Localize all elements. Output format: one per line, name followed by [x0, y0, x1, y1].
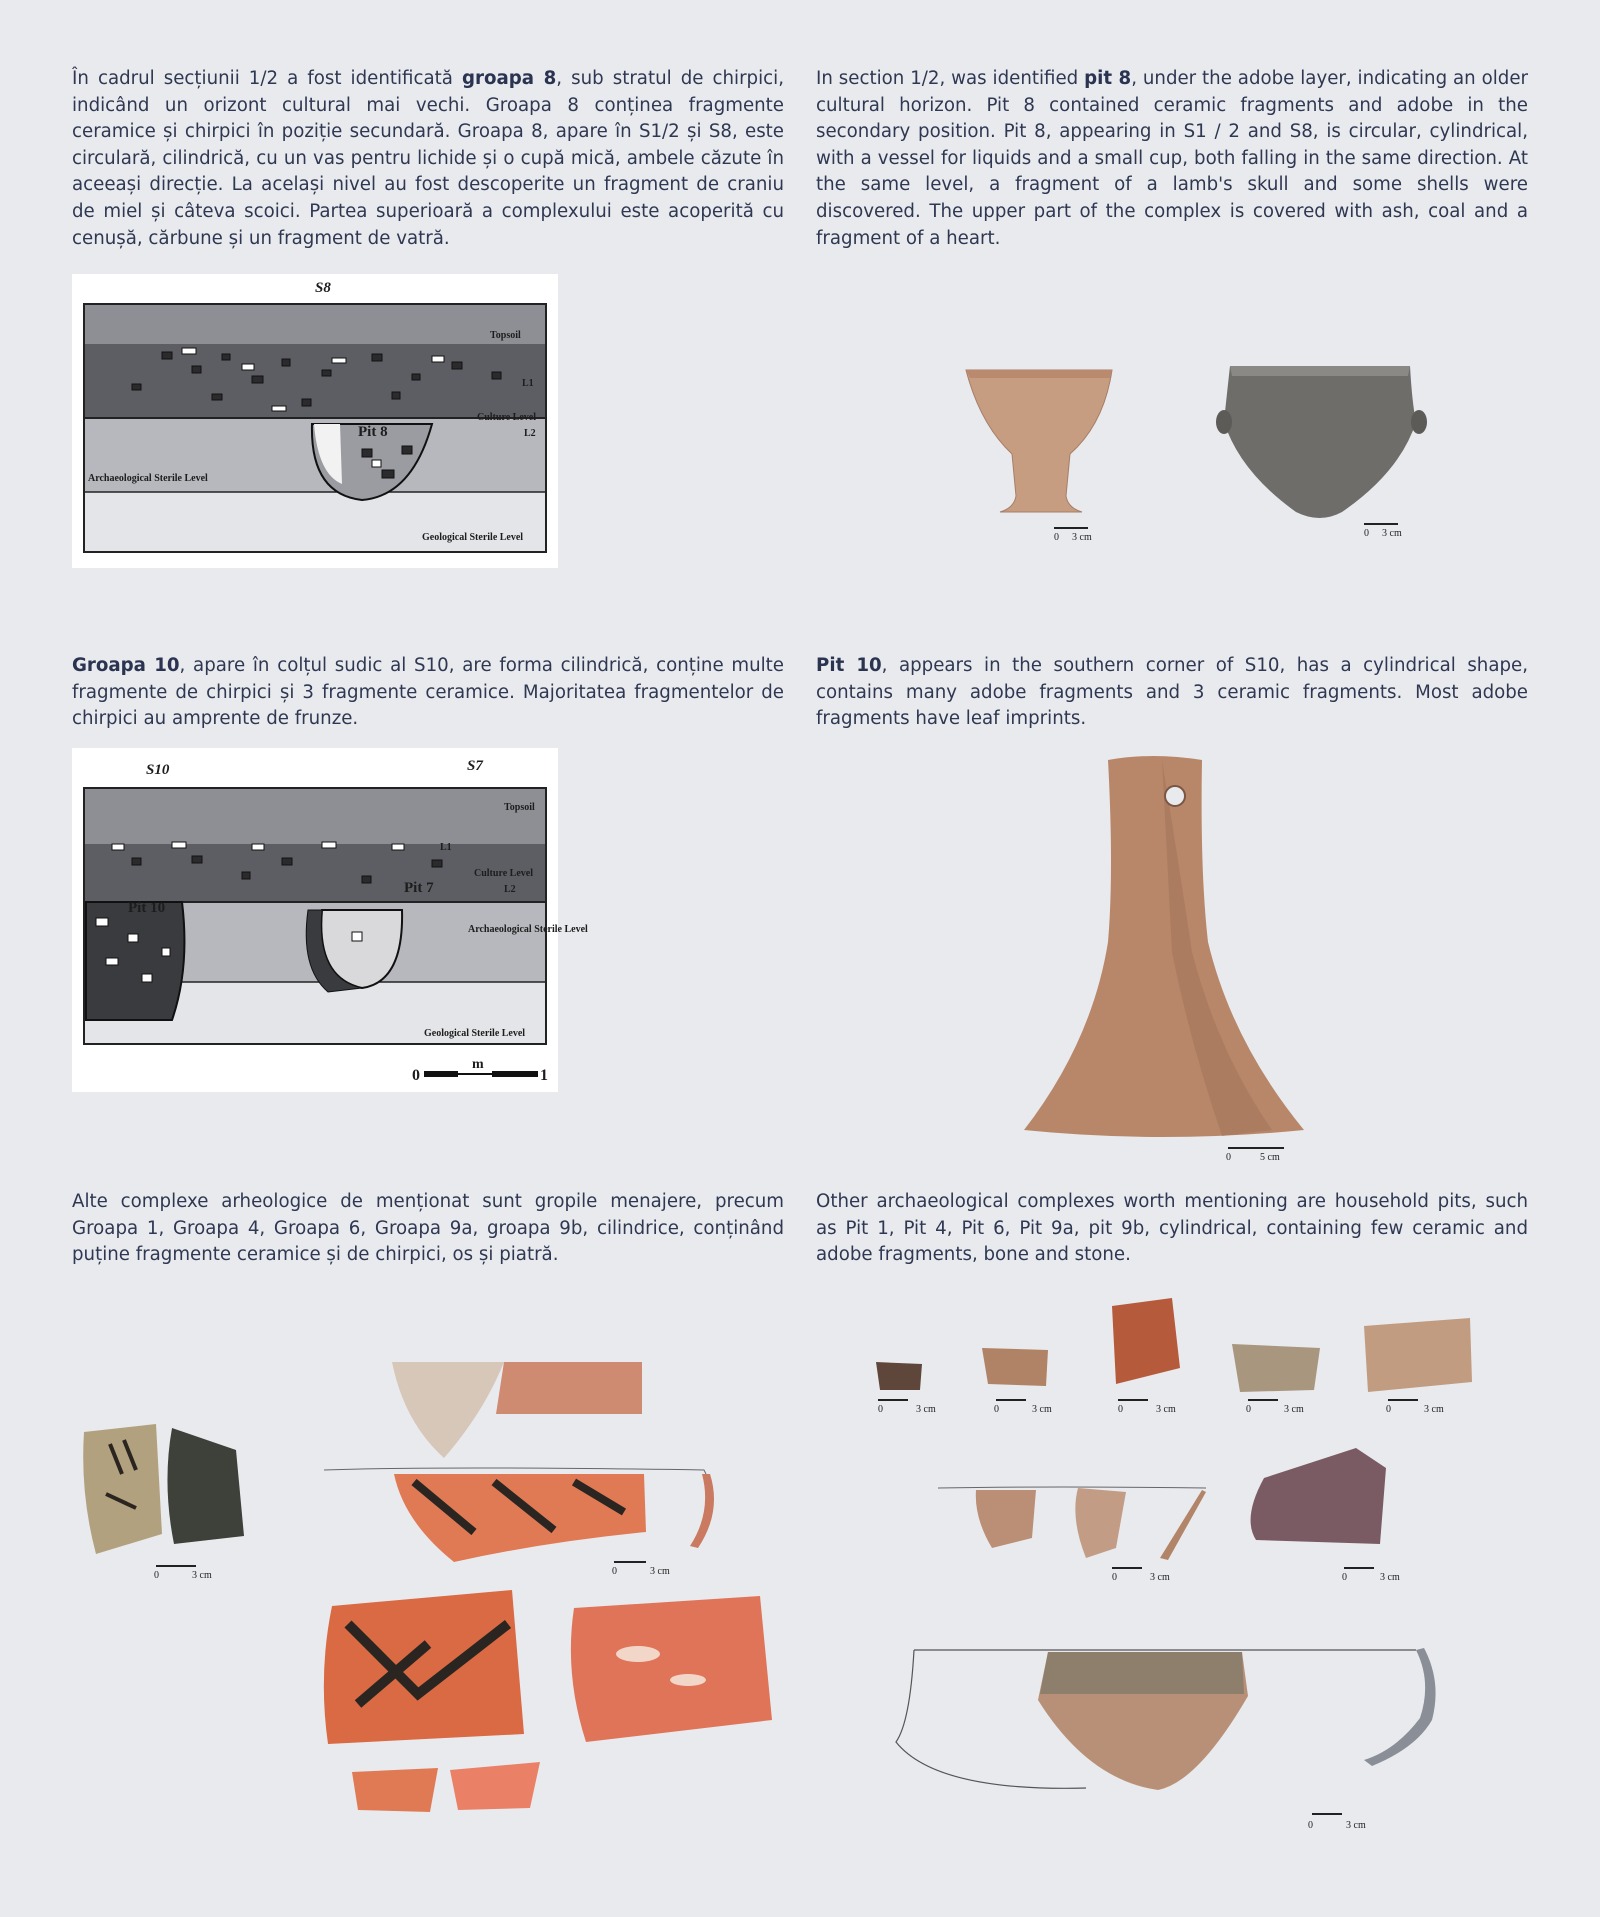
small-sherd-4-scale-3cm: 3 cm — [1284, 1404, 1304, 1415]
large-painted-svg — [318, 1584, 778, 1814]
painted-rim-svg — [324, 1362, 724, 1580]
small-sherd-3-scale-0: 0 — [1118, 1404, 1123, 1415]
mid-sherds-scale-0: 0 — [1112, 1572, 1117, 1583]
painted-rim-sherds — [324, 1362, 724, 1580]
small-sherd-1-scale-3cm: 3 cm — [916, 1404, 936, 1415]
vessel-photo — [1216, 362, 1432, 540]
object-scale-5cm: 5 cm — [1260, 1152, 1280, 1163]
pit10-en-bold: Pit 10 — [816, 655, 882, 676]
pit10-label-pit7: Pit 7 — [404, 880, 434, 896]
small-sherd-3-scale-3cm: 3 cm — [1156, 1404, 1176, 1415]
object-scale-0: 0 — [1226, 1152, 1231, 1163]
pit10-label-arch-sterile: Archaeological Sterile Level — [468, 924, 588, 935]
small-sherds-svg — [868, 1298, 1528, 1418]
pit10-label-l2: L2 — [504, 884, 516, 895]
pit8-label-pit: Pit 8 — [358, 424, 388, 440]
pit8-en-after: , under the adobe layer, indicating an older cultural horizon. Pit 8 contained ceramic fragments and adobe in the secondary position. Pit 8, appearing in S1 / 2 and S8, is circular, cylindrical, with a vessel for liquids and a small cup, both falling in the same direction. At the same level, a fragment of a lamb's skull and some shells were discovered. The upper part of the complex is covered with ash, coal and a fragment of a heart. — [816, 68, 1528, 249]
sherd-pair-scale-3cm: 3 cm — [192, 1570, 212, 1581]
mid-sherds-scale-3cm-right: 3 cm — [1380, 1572, 1400, 1583]
other-text-ro: Alte complexe arheologice de menționat sunt gropile menajere, precum Groapa 1, Groapa 4, Groapa 6, Groapa 9a, groapa 9b, cilindrice, conținând puține fragmente ceramice și de chirpici, os și piatră. — [72, 1191, 784, 1266]
small-sherds-row — [868, 1298, 1528, 1418]
vessel-svg — [1216, 362, 1432, 540]
mid-sherds-row — [936, 1448, 1496, 1582]
pit10-label-l1: L1 — [440, 842, 452, 853]
other-text-en: Other archaeological complexes worth mentioning are household pits, such as Pit 1, Pit 4, Pit 6, Pit 9a, pit 9b, cylindrical, containing few ceramic and adobe fragments, bone and stone. — [816, 1191, 1528, 1266]
pit10-section-s10: S10 — [146, 762, 170, 778]
large-painted-sherds — [318, 1584, 778, 1814]
pit10-section-s7: S7 — [467, 758, 483, 774]
small-sherd-5-scale-3cm: 3 cm — [1424, 1404, 1444, 1415]
large-bowl-sherd — [876, 1642, 1516, 1836]
pit8-section-label: S8 — [315, 280, 331, 296]
pit8-label-culture: Culture Level — [477, 412, 536, 423]
mid-sherds-scale-0-right: 0 — [1342, 1572, 1347, 1583]
mid-sherds-scale-3cm: 3 cm — [1150, 1572, 1170, 1583]
pit8-text-ro — [72, 66, 784, 252]
pit10-ro-bold: Groapa 10 — [72, 655, 180, 676]
large-bowl-svg — [876, 1642, 1516, 1836]
pit10-en-after: , appears in the southern corner of S10, has a cylindrical shape, contains many adobe fragments and 3 ceramic fragments. Most adobe fragments have leaf imprints. — [816, 655, 1528, 730]
small-sherd-2-scale-3cm: 3 cm — [1032, 1404, 1052, 1415]
vessel-scale-3cm: 3 cm — [1382, 528, 1402, 539]
cup-svg — [960, 364, 1122, 543]
pit10-label-pit10: Pit 10 — [128, 900, 166, 916]
cylindrical-object-photo — [1022, 752, 1304, 1164]
sherd-pair-left — [76, 1424, 256, 1584]
pit10-label-topsoil: Topsoil — [504, 802, 535, 813]
pit8-label-arch-sterile: Archaeological Sterile Level — [88, 473, 208, 484]
painted-rim-scale-0: 0 — [612, 1566, 617, 1577]
small-sherd-4-scale-0: 0 — [1246, 1404, 1251, 1415]
bowl-scale-0: 0 — [1308, 1820, 1313, 1831]
small-sherd-5-scale-0: 0 — [1386, 1404, 1391, 1415]
pit10-label-geo-sterile: Geological Sterile Level — [424, 1028, 526, 1039]
pit8-text-en — [816, 66, 1528, 252]
pit10-label-culture: Culture Level — [474, 868, 533, 879]
pit10-scale-m: m — [472, 1057, 484, 1072]
pit8-label-l1: L1 — [522, 378, 534, 389]
pit8-en-before: In section 1/2, was identified — [816, 68, 1085, 89]
sherd-pair-svg — [76, 1424, 256, 1584]
pit8-ro-bold: groapa 8 — [461, 68, 557, 89]
cylindrical-object-svg — [1022, 752, 1304, 1164]
small-sherd-1-scale-0: 0 — [878, 1404, 883, 1415]
pit8-en-bold: pit 8 — [1084, 68, 1132, 89]
cup-scale-0: 0 — [1054, 532, 1059, 543]
pit8-profile-svg — [72, 274, 558, 568]
pit8-label-topsoil: Topsoil — [490, 330, 521, 341]
pit10-ro-after: , apare în colțul sudic al S10, are forma cilindrică, conține multe fragmente de chirpici și 3 fragmente ceramice. Majoritatea fragmentelor de chirpici au amprente de frunze. — [72, 655, 784, 730]
pit10-text-ro — [72, 653, 784, 733]
small-sherd-scales — [878, 1400, 1444, 1415]
pit10-profile-svg — [72, 748, 588, 1092]
bowl-scale-3cm: 3 cm — [1346, 1820, 1366, 1831]
pit10-scale-0: 0 — [412, 1067, 420, 1084]
pit8-label-l2: L2 — [524, 428, 536, 439]
sherd-pair-scale-0: 0 — [154, 1570, 159, 1581]
painted-rim-scale-3cm: 3 cm — [650, 1566, 670, 1577]
pit10-profile-figure — [72, 748, 588, 1092]
pit10-text-en — [816, 653, 1528, 733]
small-sherd-2-scale-0: 0 — [994, 1404, 999, 1415]
cup-photo — [960, 364, 1122, 543]
mid-sherds-svg — [936, 1448, 1496, 1582]
pit8-profile-figure — [72, 274, 558, 568]
pit8-ro-after: , sub stratul de chirpici, indicând un orizont cultural mai vechi. Groapa 8 conținea fragmente ceramice și chirpici în poziție secundară. Groapa 8, apare în S1/2 și S8, este circulară, cilindrică, cu un vas pentru lichide și o cupă mică, ambele căzute în aceeași direcție. La același nivel au fost descoperite un fragment de craniu de miel și câteva scoici. Partea superioară a complexului este acoperită cu cenușă, cărbune și un fragment de vatră. — [72, 68, 784, 249]
pit8-ro-before: În cadrul secțiunii 1/2 a fost identificată — [72, 68, 462, 89]
cup-scale-3cm: 3 cm — [1072, 532, 1092, 543]
vessel-scale-0: 0 — [1364, 528, 1369, 539]
pit10-scale-1: 1 — [540, 1067, 548, 1084]
pit8-label-geo-sterile: Geological Sterile Level — [422, 532, 524, 543]
